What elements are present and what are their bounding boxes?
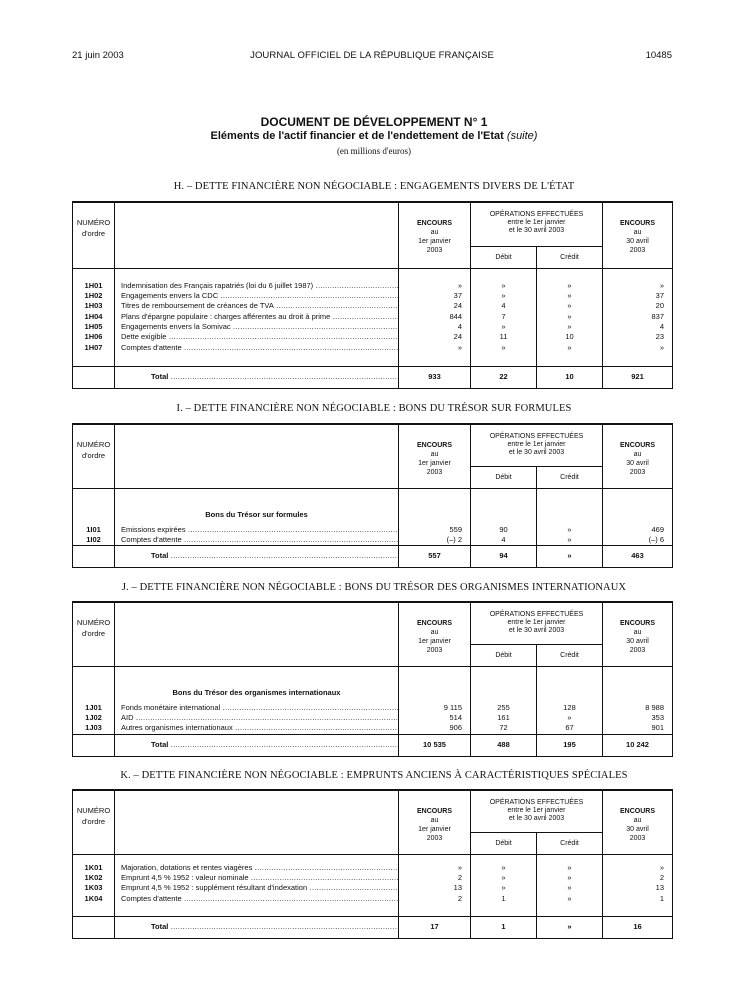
total-end: 463 xyxy=(603,546,673,568)
row-value-debit: 7 xyxy=(501,311,506,321)
row-label xyxy=(115,883,398,893)
row-label xyxy=(115,332,398,342)
total-end: 16 xyxy=(603,916,673,938)
header-ordre-label: d'ordre xyxy=(81,451,106,460)
header-credit: Crédit xyxy=(537,644,603,666)
header-ordre-label: d'ordre xyxy=(81,817,106,826)
total-start: 10 535 xyxy=(399,734,471,756)
header-encours-start-line: 2003 xyxy=(426,469,443,476)
header-encours-end-line: ENCOURS xyxy=(620,442,656,449)
row-label xyxy=(115,894,398,904)
header-numero xyxy=(73,602,115,666)
total-row xyxy=(73,546,673,568)
header-encours-end-line: 2003 xyxy=(629,835,646,842)
total-label xyxy=(115,546,399,568)
header-encours-start-line: au xyxy=(430,451,439,458)
labels-column xyxy=(115,268,399,366)
section-title: K. – DETTE FINANCIÈRE NON NÉGOCIABLE : EMPRUNTS ANCIENS À CARACTÉRISTIQUES SPÉCIALES xyxy=(120,770,628,781)
header-numero-label: NUMÉRO xyxy=(76,806,111,815)
header-encours-end-line: 30 avril xyxy=(626,638,649,645)
body-row xyxy=(73,666,673,734)
row-value-start: 2 xyxy=(457,893,462,903)
header-numero-label: NUMÉRO xyxy=(76,618,111,627)
total-row xyxy=(73,916,673,938)
total-code-blank xyxy=(73,546,115,568)
header-label-blank xyxy=(115,424,399,488)
row-label-text: Autres organismes internationaux xyxy=(121,723,233,733)
section-title: H. – DETTE FINANCIÈRE NON NÉGOCIABLE : ENGAGEMENTS DIVERS DE L'ÉTAT xyxy=(173,181,575,192)
header-encours-end-line: au xyxy=(633,629,642,636)
header-encours-start-line: ENCOURS xyxy=(416,442,452,449)
row-code: 1K03 xyxy=(84,883,103,893)
row-value-credit: » xyxy=(567,301,572,311)
row-code: 1J02 xyxy=(85,712,102,722)
header-debit: Débit xyxy=(471,644,537,666)
header-ordre-label: d'ordre xyxy=(81,629,106,638)
section-table xyxy=(72,423,673,568)
row-code: 1H04 xyxy=(84,311,103,321)
codes-column xyxy=(73,854,115,916)
row-label xyxy=(115,322,398,332)
row-value-start: » xyxy=(457,862,462,872)
total-end: 10 242 xyxy=(603,734,673,756)
row-label xyxy=(115,312,398,322)
header-row xyxy=(73,790,673,832)
header-ordre-label: d'ordre xyxy=(81,229,106,238)
total-start: 933 xyxy=(399,366,471,388)
header-credit: Crédit xyxy=(537,246,603,268)
row-value-end: 4 xyxy=(659,322,665,332)
row-value-end: » xyxy=(659,280,665,290)
row-value-debit: 1 xyxy=(501,893,506,903)
total-label-text: Total xyxy=(151,371,169,381)
header-encours-start-line: 2003 xyxy=(426,647,443,654)
header-operations xyxy=(471,790,603,832)
header-encours-end-line: 2003 xyxy=(629,647,646,654)
row-value-debit: 11 xyxy=(499,332,508,342)
values-debit-column xyxy=(471,268,537,366)
group-heading: Bons du Trésor sur formules xyxy=(205,509,308,519)
header-encours-start-line: 1er janvier xyxy=(418,238,451,245)
header-label-blank xyxy=(115,202,399,268)
row-value-end: 2 xyxy=(659,872,665,882)
total-credit: 195 xyxy=(537,734,603,756)
header-operations-line: et le 30 avril 2003 xyxy=(508,627,565,634)
header-operations-line: et le 30 avril 2003 xyxy=(508,227,565,234)
row-value-start: 24 xyxy=(453,332,462,342)
values-start-column xyxy=(399,268,471,366)
header-operations-line: OPÉRATIONS EFFECTUÉES xyxy=(489,611,584,618)
row-value-credit: » xyxy=(567,524,572,534)
row-code: 1H05 xyxy=(84,322,103,332)
total-label-text: Total xyxy=(151,921,169,931)
section-table xyxy=(72,201,673,389)
document-subtitle xyxy=(0,130,748,142)
row-value-start: » xyxy=(457,280,462,290)
row-value-start: 514 xyxy=(449,712,462,722)
header-operations xyxy=(471,202,603,246)
row-label xyxy=(115,535,398,545)
header-numero-label: NUMÉRO xyxy=(76,440,111,449)
header-numero xyxy=(73,424,115,488)
row-value-start: 4 xyxy=(457,322,462,332)
header-operations xyxy=(471,424,603,466)
row-label-text: Engagements envers la Somivac xyxy=(121,322,231,332)
header-encours-start-line: au xyxy=(430,229,439,236)
row-label-text: Comptes d'attente xyxy=(121,534,182,544)
header-encours-start-line: 1er janvier xyxy=(418,826,451,833)
row-label-text: Emprunt 4,5 % 1952 : valeur nominale xyxy=(121,872,249,882)
header-encours-end xyxy=(603,202,673,268)
row-code: 1H02 xyxy=(84,290,103,300)
header-encours-end xyxy=(603,602,673,666)
header-encours-start-line: 2003 xyxy=(426,247,443,254)
page-number: 10485 xyxy=(645,50,672,61)
section-table xyxy=(72,601,673,757)
row-value-credit: » xyxy=(567,280,572,290)
header-operations-line: OPÉRATIONS EFFECTUÉES xyxy=(489,211,584,218)
row-value-start: 906 xyxy=(449,723,462,733)
row-value-debit: » xyxy=(501,872,506,882)
row-label xyxy=(115,291,398,301)
header-encours-end xyxy=(603,424,673,488)
row-label-text: Emissions expirées xyxy=(121,524,186,534)
header-encours-start-line: 1er janvier xyxy=(418,460,451,467)
header-credit: Crédit xyxy=(537,466,603,488)
header-encours-end-line: au xyxy=(633,817,642,824)
row-value-credit: » xyxy=(567,322,572,332)
row-label-text: Comptes d'attente xyxy=(121,893,182,903)
row-label-text: Dette exigible xyxy=(121,332,167,342)
values-end-column xyxy=(603,488,673,546)
section-table xyxy=(72,789,673,939)
header-encours-end-line: 30 avril xyxy=(626,826,649,833)
header-encours-start-line: au xyxy=(430,817,439,824)
group-heading: Bons du Trésor des organismes internationaux xyxy=(172,687,341,697)
row-value-end: 901 xyxy=(651,723,665,733)
header-encours-end-line: 30 avril xyxy=(626,460,649,467)
row-value-credit: 128 xyxy=(563,702,576,712)
row-value-debit: 4 xyxy=(501,301,506,311)
row-value-start: (–) 2 xyxy=(446,534,462,544)
codes-column xyxy=(73,268,115,366)
row-value-debit: » xyxy=(501,342,506,352)
header-credit: Crédit xyxy=(537,832,603,854)
row-label xyxy=(115,343,398,353)
row-label xyxy=(115,281,398,291)
row-value-start: 24 xyxy=(453,301,462,311)
header-encours-end-line: au xyxy=(633,451,642,458)
row-value-debit: » xyxy=(501,322,506,332)
subtitle-text: Eléments de l'actif financier et de l'endettement de l'Etat xyxy=(210,130,504,142)
row-value-end: 1 xyxy=(659,893,665,903)
body-row xyxy=(73,854,673,916)
header-numero-label: NUMÉRO xyxy=(76,218,111,227)
header-row xyxy=(73,602,673,644)
header-operations-line: entre le 1er janvier xyxy=(507,441,566,448)
row-value-start: 9 115 xyxy=(443,702,462,712)
total-debit: 488 xyxy=(471,734,537,756)
row-code: 1K04 xyxy=(84,893,103,903)
row-label xyxy=(115,723,398,733)
header-label-blank xyxy=(115,602,399,666)
total-label-text: Total xyxy=(151,739,169,749)
row-value-credit: » xyxy=(567,342,572,352)
body-row xyxy=(73,268,673,366)
header-operations-line: et le 30 avril 2003 xyxy=(508,449,565,456)
header-encours-end-line: 30 avril xyxy=(626,238,649,245)
header-encours-start xyxy=(399,790,471,854)
row-code: 1I01 xyxy=(86,524,101,534)
row-label-text: Indemnisation des Français rapatriés (loi du 6 juillet 1987) xyxy=(121,280,314,290)
row-code: 1H07 xyxy=(84,342,103,352)
section-title: J. – DETTE FINANCIÈRE NON NÉGOCIABLE : BONS DU TRÉSOR DES ORGANISMES INTERNATIONAUX xyxy=(121,582,627,593)
row-label xyxy=(115,873,398,883)
total-code-blank xyxy=(73,916,115,938)
row-value-debit: » xyxy=(501,290,506,300)
row-value-credit: » xyxy=(567,290,572,300)
row-label-text: Engagements envers la CDC xyxy=(121,290,219,300)
header-encours-start-line: 2003 xyxy=(426,835,443,842)
header-label-blank xyxy=(115,790,399,854)
row-label-text: Titres de remboursement de créances de TVA xyxy=(121,301,274,311)
labels-column xyxy=(115,854,399,916)
header-numero xyxy=(73,202,115,268)
values-debit-column xyxy=(471,666,537,734)
values-start-column xyxy=(399,488,471,546)
header-encours-start-line: ENCOURS xyxy=(416,808,452,815)
row-label-text: Plans d'épargne populaire : charges afférentes au droit à prime xyxy=(121,311,331,321)
codes-column xyxy=(73,488,115,546)
total-start: 557 xyxy=(399,546,471,568)
row-label-text: Emprunt 4,5 % 1952 : supplément résultant d'indexation xyxy=(121,883,308,893)
row-value-debit: » xyxy=(501,280,506,290)
header-operations-line: entre le 1er janvier xyxy=(507,807,566,814)
total-label xyxy=(115,734,399,756)
header-encours-start-line: ENCOURS xyxy=(416,620,452,627)
values-end-column xyxy=(603,268,673,366)
values-end-column xyxy=(603,854,673,916)
row-label xyxy=(115,301,398,311)
row-code: 1J01 xyxy=(85,702,102,712)
row-value-end: 353 xyxy=(651,712,665,722)
header-debit: Débit xyxy=(471,466,537,488)
header-row xyxy=(73,202,673,246)
row-value-start: 844 xyxy=(449,311,462,321)
header-encours-start-line: 1er janvier xyxy=(418,638,451,645)
total-debit: 22 xyxy=(471,366,537,388)
total-start: 17 xyxy=(399,916,471,938)
row-label xyxy=(115,525,398,535)
header-encours-end-line: 2003 xyxy=(629,469,646,476)
row-value-end: 37 xyxy=(655,290,665,300)
row-label-text: Majoration, dotations et rentes viagères xyxy=(121,862,253,872)
row-value-credit: » xyxy=(567,534,572,544)
header-operations-line: OPÉRATIONS EFFECTUÉES xyxy=(489,799,584,806)
header-encours-end-line: ENCOURS xyxy=(620,220,656,227)
row-label-text: AID xyxy=(121,712,134,722)
row-code: 1K01 xyxy=(84,862,103,872)
total-row xyxy=(73,366,673,388)
issue-date: 21 juin 2003 xyxy=(72,50,124,61)
header-encours-end xyxy=(603,790,673,854)
row-value-debit: 4 xyxy=(501,534,506,544)
values-credit-column xyxy=(537,666,603,734)
row-value-credit: 10 xyxy=(565,332,574,342)
row-value-credit: » xyxy=(567,893,572,903)
row-value-end: 469 xyxy=(651,524,665,534)
values-end-column xyxy=(603,666,673,734)
row-value-credit: » xyxy=(567,311,572,321)
row-label-text: Fonds monétaire international xyxy=(121,702,221,712)
values-credit-column xyxy=(537,268,603,366)
header-operations-line: entre le 1er janvier xyxy=(507,619,566,626)
row-value-end: 8 988 xyxy=(645,702,665,712)
row-label-text: Comptes d'attente xyxy=(121,342,182,352)
row-value-start: 13 xyxy=(453,883,462,893)
total-label-text: Total xyxy=(151,551,169,561)
document-title: DOCUMENT DE DÉVELOPPEMENT N° 1 xyxy=(260,115,488,129)
values-debit-column xyxy=(471,854,537,916)
row-value-end: 13 xyxy=(655,883,665,893)
total-end: 921 xyxy=(603,366,673,388)
header-numero xyxy=(73,790,115,854)
header-encours-end-line: ENCOURS xyxy=(620,620,656,627)
row-code: 1K02 xyxy=(84,872,103,882)
row-value-debit: 161 xyxy=(497,712,510,722)
values-start-column xyxy=(399,666,471,734)
total-credit: » xyxy=(537,546,603,568)
row-value-credit: » xyxy=(567,712,572,722)
total-credit: 10 xyxy=(537,366,603,388)
header-encours-end-line: au xyxy=(633,229,642,236)
header-operations xyxy=(471,602,603,644)
row-value-credit: » xyxy=(567,883,572,893)
header-operations-line: OPÉRATIONS EFFECTUÉES xyxy=(489,433,584,440)
row-label xyxy=(115,703,398,713)
row-value-debit: 72 xyxy=(499,723,508,733)
row-value-credit: 67 xyxy=(565,723,574,733)
row-value-debit: 255 xyxy=(497,702,510,712)
body-row xyxy=(73,488,673,546)
row-label xyxy=(115,863,398,873)
section-title: I. – DETTE FINANCIÈRE NON NÉGOCIABLE : BONS DU TRÉSOR SUR FORMULES xyxy=(176,403,572,414)
total-code-blank xyxy=(73,734,115,756)
row-value-debit: » xyxy=(501,862,506,872)
subtitle-suffix: (suite) xyxy=(506,130,538,142)
running-head xyxy=(72,50,672,64)
header-operations-line: et le 30 avril 2003 xyxy=(508,815,565,822)
row-code: 1H01 xyxy=(84,280,103,290)
header-encours-start xyxy=(399,424,471,488)
header-encours-start xyxy=(399,202,471,268)
header-encours-start-line: au xyxy=(430,629,439,636)
row-value-end: 23 xyxy=(655,332,665,342)
total-code-blank xyxy=(73,366,115,388)
labels-column xyxy=(115,488,399,546)
row-value-credit: » xyxy=(567,862,572,872)
values-credit-column xyxy=(537,854,603,916)
row-value-end: » xyxy=(659,862,665,872)
header-debit: Débit xyxy=(471,832,537,854)
header-encours-end-line: ENCOURS xyxy=(620,808,656,815)
row-code: 1H06 xyxy=(84,332,103,342)
row-code: 1I02 xyxy=(86,534,101,544)
row-code: 1J03 xyxy=(85,723,102,733)
units-note: (en millions d'euros) xyxy=(336,146,412,156)
row-value-end: (–) 6 xyxy=(648,534,665,544)
row-value-start: » xyxy=(457,342,462,352)
total-label xyxy=(115,366,399,388)
row-value-end: » xyxy=(659,342,665,352)
row-value-start: 2 xyxy=(457,872,462,882)
row-code: 1H03 xyxy=(84,301,103,311)
journal-title: JOURNAL OFFICIEL DE LA RÉPUBLIQUE FRANÇAISE xyxy=(250,50,494,61)
values-start-column xyxy=(399,854,471,916)
row-label xyxy=(115,713,398,723)
values-debit-column xyxy=(471,488,537,546)
header-encours-end-line: 2003 xyxy=(629,247,646,254)
header-encours-start xyxy=(399,602,471,666)
total-debit: 1 xyxy=(471,916,537,938)
row-value-debit: » xyxy=(501,883,506,893)
header-row xyxy=(73,424,673,466)
labels-column xyxy=(115,666,399,734)
row-value-credit: » xyxy=(567,872,572,882)
row-value-start: 559 xyxy=(449,524,462,534)
row-value-end: 837 xyxy=(651,311,665,321)
total-row xyxy=(73,734,673,756)
row-value-end: 20 xyxy=(655,301,665,311)
total-debit: 94 xyxy=(471,546,537,568)
header-debit: Débit xyxy=(471,246,537,268)
codes-column xyxy=(73,666,115,734)
total-label xyxy=(115,916,399,938)
header-encours-start-line: ENCOURS xyxy=(416,220,452,227)
row-value-start: 37 xyxy=(453,290,462,300)
values-credit-column xyxy=(537,488,603,546)
header-operations-line: entre le 1er janvier xyxy=(507,219,566,226)
row-value-debit: 90 xyxy=(499,524,508,534)
total-credit: » xyxy=(537,916,603,938)
